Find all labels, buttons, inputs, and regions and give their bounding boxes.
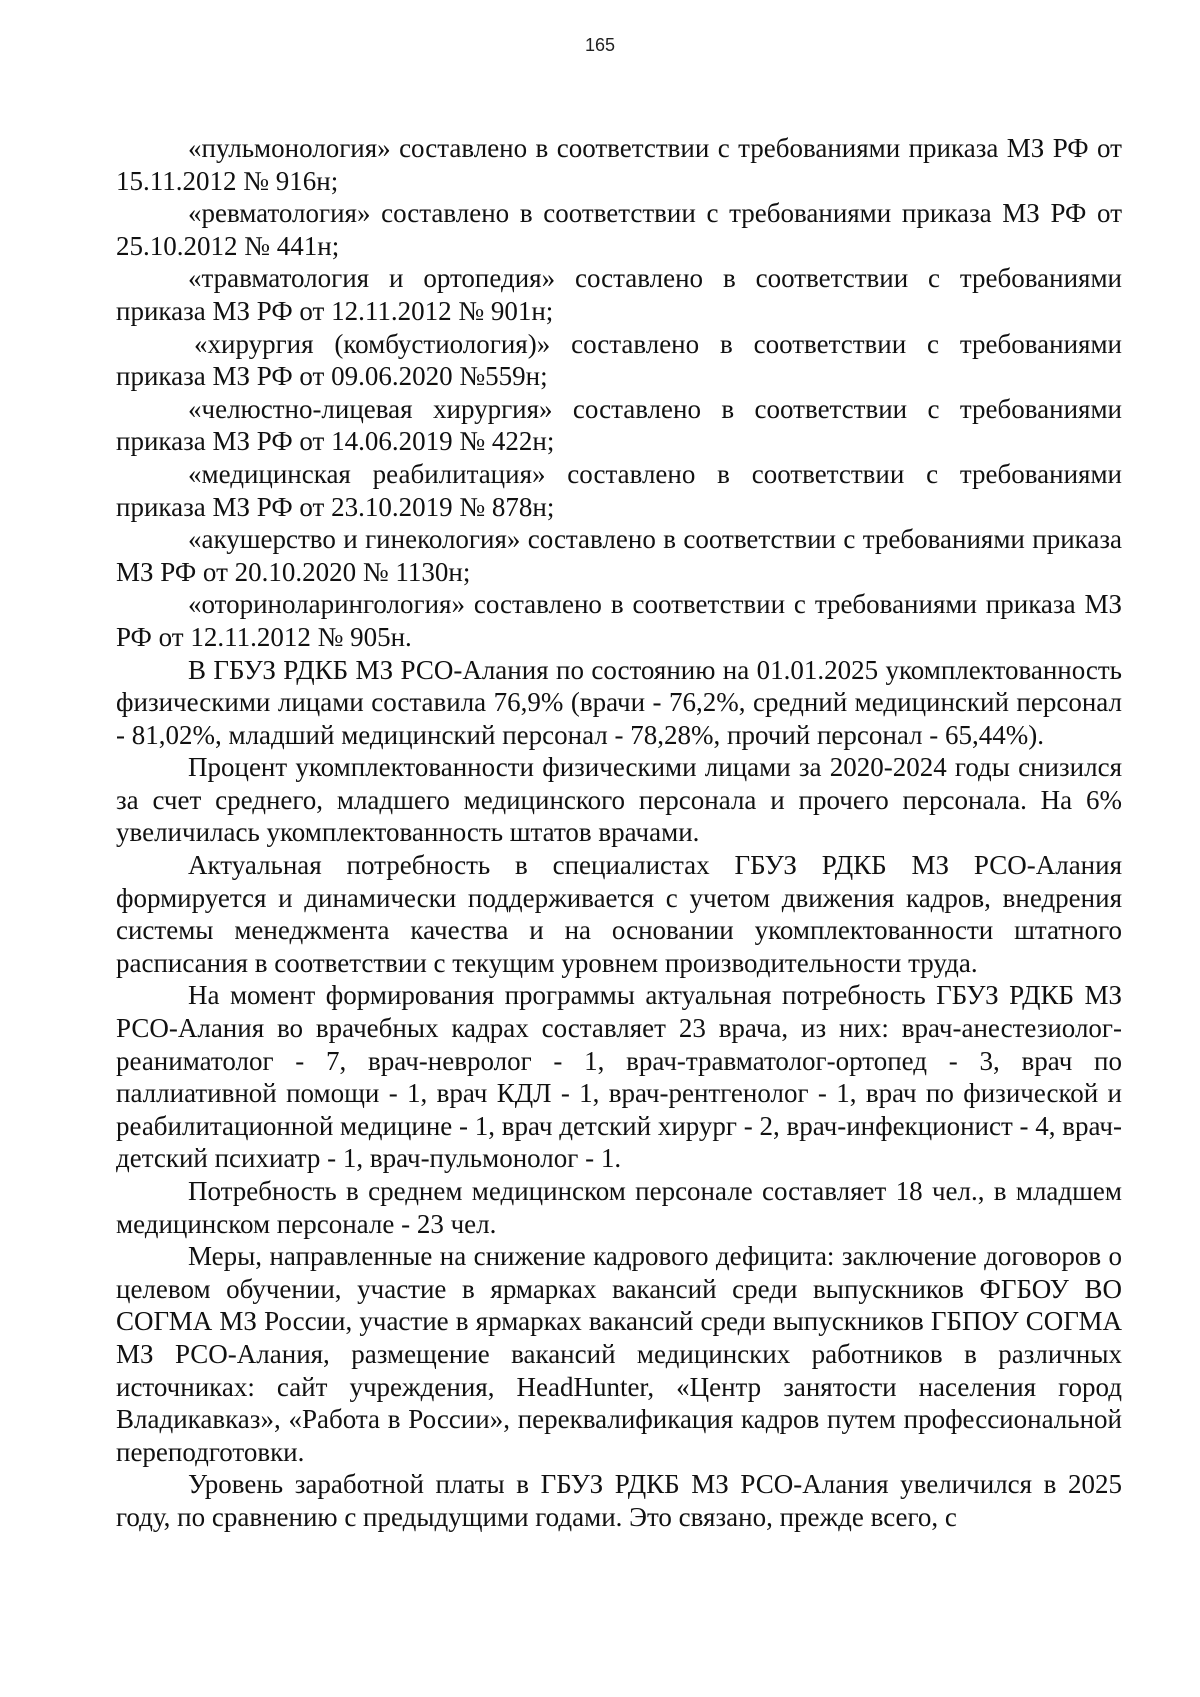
paragraph-obstetrics-gynecology: «акушерство и гинекология» составлено в соответствии с требованиями приказа МЗ РФ от 20.10.2020 № 1130н; <box>116 524 1122 587</box>
paragraph-maxillofacial-surgery: «челюстно-лицевая хирургия» составлено в соответствии с требованиями приказа МЗ РФ от 14.06.2019 № 422н; <box>116 393 1122 457</box>
page-number: 165 <box>584 35 616 55</box>
paragraph-staffing-level: В ГБУЗ РДКБ МЗ РСО-Алания по состоянию на 01.01.2025 укомплектованность физическими лицами составила 76,9% (врачи - 76,2%, средний медицинский персонал - 81,02%, младший медицинский персонал - 78,28%, прочий персонал - 65,44%). <box>116 654 1122 750</box>
paragraph-otorhinolaryngology: «оториноларингология» составлено в соответствии с требованиями приказа МЗ РФ от 12.11.2012 № 905н. <box>116 589 1122 652</box>
paragraph-medical-rehabilitation: «медицинская реабилитация» составлено в соответствии с требованиями приказа МЗ РФ от 23.10.2019 № 878н; <box>116 458 1122 522</box>
paragraph-rheumatology: «ревматология» составлено в соответствии с требованиями приказа МЗ РФ от 25.10.2012 № 441н; <box>116 198 1122 261</box>
paragraph-surgery-combustiology: «хирургия (комбустиология)» составлено в соответствии с требованиями приказа МЗ РФ от 09.06.2020 №559н; <box>116 328 1122 392</box>
paragraph-current-demand: Актуальная потребность в специалистах ГБУЗ РДКБ МЗ РСО-Алания формируется и динамически поддерживается с учетом движения кадров, внедрения системы менеджмента качества и на основании укомплектованности штатного расписания в соответствии с текущим уровнем производительности труда. <box>116 850 1122 978</box>
document-body <box>116 132 1122 1534</box>
paragraph-traumatology-orthopedics: «травматология и ортопедия» составлено в соответствии с требованиями приказа МЗ РФ от 12.11.2012 № 901н; <box>116 263 1122 326</box>
paragraph-pulmonology: «пульмонология» составлено в соответствии с требованиями приказа МЗ РФ от 15.11.2012 № 916н; <box>116 133 1122 196</box>
paragraph-nursing-demand: Потребность в среднем медицинском персонале составляет 18 чел., в младшем медицинском персонале - 23 чел. <box>116 1176 1122 1239</box>
paragraph-salary-level: Уровень заработной платы в ГБУЗ РДКБ МЗ РСО-Алания увеличился в 2025 году, по сравнению с предыдущими годами. Это связано, прежде всего, с <box>116 1469 1122 1532</box>
paragraph-staffing-percentage: Процент укомплектованности физическими лицами за 2020-2024 годы снизился за счет среднего, младшего медицинского персонала и прочего персонала. На 6% увеличилась укомплектованность штатов врачами. <box>116 752 1122 848</box>
paragraph-deficit-measures: Меры, направленные на снижение кадрового дефицита: заключение договоров о целевом обучении, участие в ярмарках вакансий среди выпускников ФГБОУ ВО СОГМА МЗ России, участие в ярмарках вакансий среди выпускников ГБПОУ СОГМА МЗ РСО-Алания, размещение вакансий медицинских работников в различных источниках: сайт учреждения, HeadHunter, «Центр занятости населения город Владикавказ», «Работа в России», переквалификация кадров путем профессиональной переподготовки. <box>116 1241 1122 1467</box>
paragraph-doctor-demand: На момент формирования программы актуальная потребность ГБУЗ РДКБ МЗ РСО-Алания во врачебных кадрах составляет 23 врача, из них: врач-анестезиолог-реаниматолог - 7, врач-невролог - 1, врач-травматолог-ортопед - 3, врач по паллиативной помощи - 1, врач КДЛ - 1, врач-рентгенолог - 1, врач по физической и реабилитационной медицине - 1, врач детский хирург - 2, врач-инфекционист - 4, врач-детский психиатр - 1, врач-пульмонолог - 1. <box>116 980 1122 1174</box>
